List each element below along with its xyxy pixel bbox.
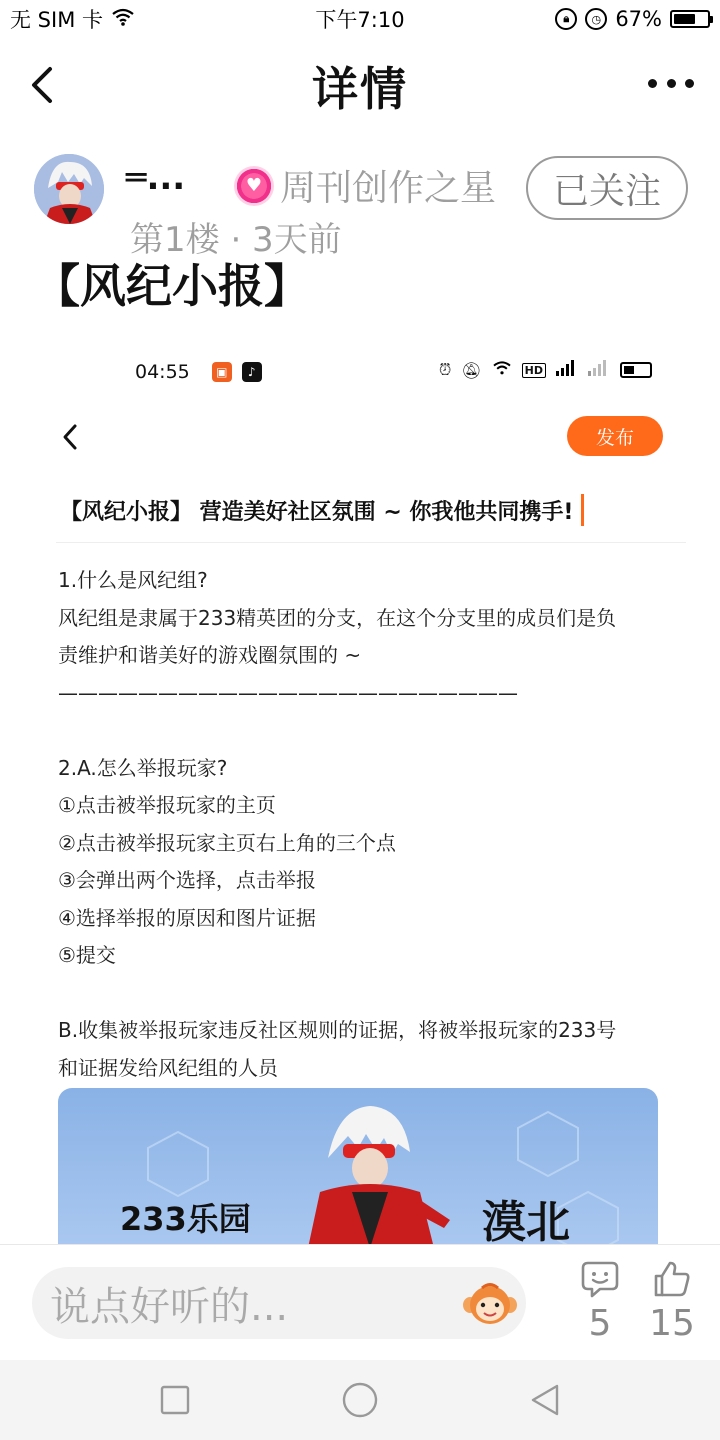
comment-icon (580, 1259, 620, 1299)
author-name[interactable]: ═... (126, 158, 186, 198)
emoji-monkey-icon[interactable] (462, 1279, 518, 1329)
comment-button[interactable] (570, 1259, 630, 1344)
embedded-status-bar (40, 336, 690, 408)
body-line: ⑤提交 (58, 943, 116, 967)
comment-input[interactable] (32, 1267, 526, 1339)
embedded-back-button[interactable] (60, 422, 80, 452)
body-line: ——————————————————————— (58, 680, 518, 705)
body-line: 和证据发给风纪组的人员 (58, 1055, 278, 1080)
heart-badge-icon: ♥ (234, 166, 274, 206)
badge-label: 周刊创作之星 (280, 168, 497, 209)
back-nav-button[interactable] (525, 1380, 565, 1420)
embedded-title (60, 494, 584, 526)
body-line: ①点击被举报玩家的主页 (58, 793, 276, 817)
like-button[interactable] (642, 1259, 702, 1344)
floor-meta: 第1楼 · 3天前 (130, 220, 342, 260)
triangle-back-icon (529, 1383, 561, 1417)
battery-percent: 67% (615, 7, 662, 31)
chevron-left-icon (60, 422, 80, 452)
embedded-title-text: 【风纪小报】 营造美好社区氛围 ~ 你我他共同携手! (60, 499, 574, 525)
signal-icon (556, 360, 578, 380)
divider (56, 542, 686, 543)
body-line: 1.什么是风纪组? (58, 568, 208, 592)
body-line: ④选择举报的原因和图片证据 (58, 905, 316, 930)
embedded-time: 04:55 (135, 361, 190, 383)
more-options-button[interactable] (648, 68, 694, 98)
body-line: ②点击被举报玩家主页右上角的三个点 (58, 830, 396, 855)
image-caption-left: 233乐园 (120, 1200, 251, 1238)
home-button[interactable] (340, 1380, 380, 1420)
circle-icon (341, 1381, 379, 1419)
author-row (0, 150, 720, 260)
post-title: 【风纪小报】 (34, 259, 310, 313)
chevron-left-icon (30, 65, 54, 105)
avatar[interactable] (34, 154, 104, 224)
page-title: 详情 (312, 62, 408, 116)
hd-icon: HD (522, 363, 546, 378)
like-count: 15 (649, 1303, 695, 1344)
status-bar (0, 0, 720, 38)
alarm-icon: ⏰︎ (438, 360, 452, 379)
comment-count: 5 (588, 1303, 612, 1344)
body-line: B.收集被举报玩家违反社区规则的证据，将被举报玩家的233号 (58, 1018, 617, 1042)
wifi-icon (492, 360, 512, 380)
battery-icon (670, 10, 710, 28)
image-caption-right: 漠北 (482, 1197, 570, 1244)
more-dot-icon (648, 79, 657, 88)
publish-button[interactable]: 发布 (567, 416, 663, 456)
post-screenshot[interactable] (40, 336, 690, 1244)
alarm-icon: ◷ (585, 8, 607, 30)
back-button[interactable] (30, 60, 70, 110)
body-line: ③会弹出两个选择，点击举报 (58, 868, 316, 892)
carrier-label: 无 SIM 卡 (10, 8, 103, 32)
tiktok-icon: ♪ (242, 362, 262, 382)
spacer (58, 712, 678, 750)
mute-icon: 🔕︎ (461, 360, 482, 380)
thumbs-up-icon (652, 1259, 692, 1299)
spacer (58, 975, 678, 1013)
recents-button[interactable] (155, 1380, 195, 1420)
body-line: 风纪组是隶属于233精英团的分支，在这个分支里的成员们是负 (58, 605, 617, 630)
body-line: 2.A.怎么举报玩家? (58, 755, 228, 780)
follow-button[interactable]: 已关注 (526, 156, 688, 220)
more-dot-icon (667, 79, 676, 88)
status-time: 下午7:10 (315, 8, 405, 32)
top-bar (0, 46, 720, 126)
more-dot-icon (685, 79, 694, 88)
text-cursor (581, 494, 584, 526)
app-notification-icon: ▣ (212, 362, 232, 382)
signal-weak-icon (588, 360, 610, 380)
rotation-lock-icon: 🔒︎ (555, 8, 577, 30)
body-line: 责维护和谐美好的游戏圈氛围的 ~ (58, 643, 362, 667)
square-icon (159, 1384, 191, 1416)
creator-badge (234, 160, 496, 211)
embedded-body (58, 562, 678, 1087)
system-nav-bar (0, 1360, 720, 1440)
wifi-icon (111, 7, 135, 32)
battery-icon (620, 362, 652, 378)
comment-bar (0, 1244, 720, 1360)
comment-placeholder: 说点好听的... (50, 1283, 289, 1330)
character-image[interactable] (58, 1088, 658, 1244)
